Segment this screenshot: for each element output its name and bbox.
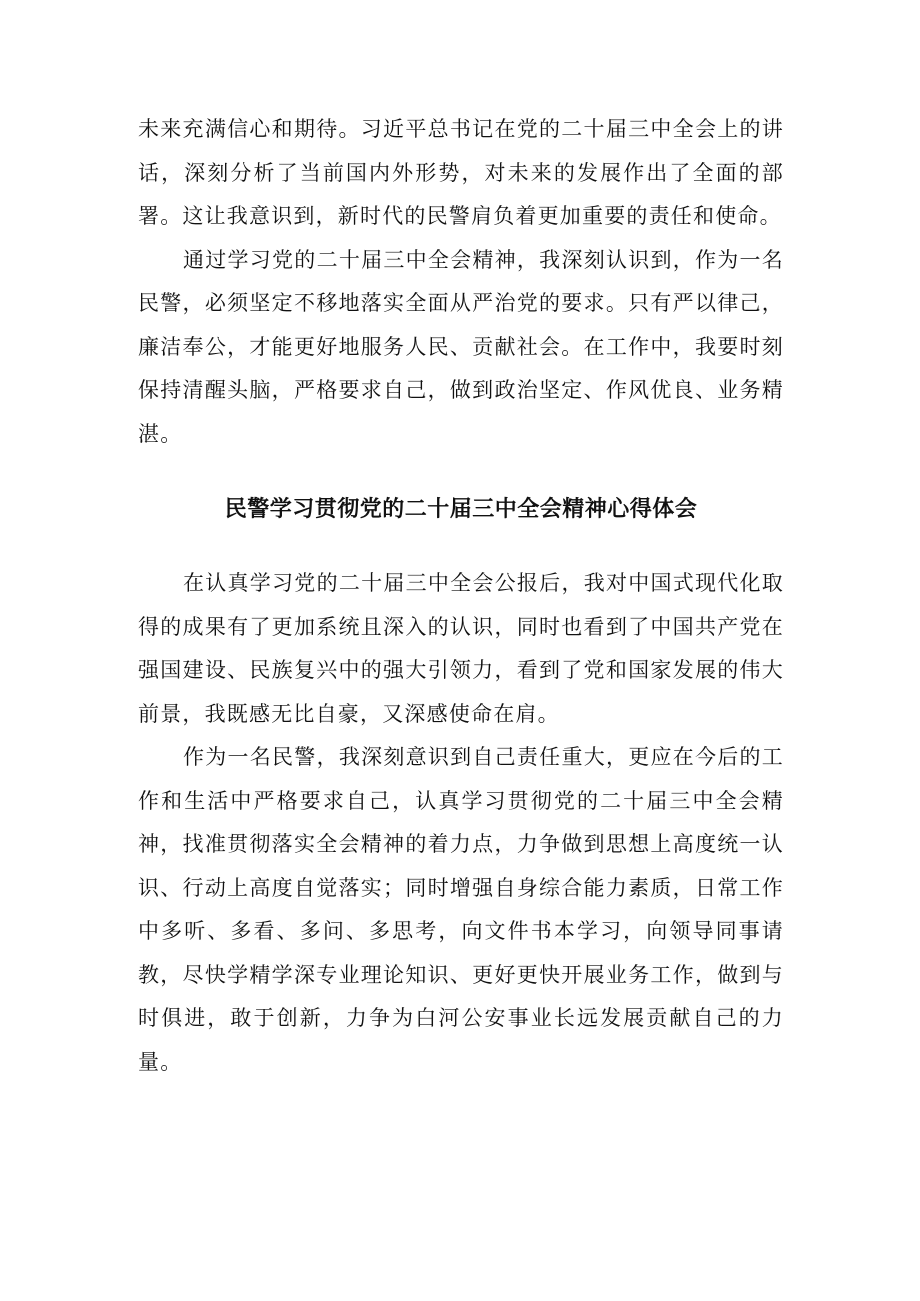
previous-article-paragraph-1: 未来充满信心和期待。习近平总书记在党的二十届三中全会上的讲话，深刻分析了当前国内外形势，对未来的发展作出了全面的部署。这让我意识到，新时代的民警肩负着更加重要的责任和使命。 bbox=[138, 117, 784, 228]
article-paragraph-2: 作为一名民警，我深刻意识到自己责任重大，更应在今后的工作和生活中严格要求自己，认真学习贯彻党的二十届三中全会精神，找准贯彻落实全会精神的着力点，力争做到思想上高度统一认识、行动上高度自觉落实；同时增强自身综合能力素质，日常工作中多听、多看、多问、多思考，向文件书本学习，向领导同事请教，尽快学精学深专业理论知识、更好更快开展业务工作，做到与时俱进，敢于创新，力争为白河公安事业长远发展贡献自己的力量。 bbox=[138, 745, 784, 1074]
article-paragraph-1: 在认真学习党的二十届三中全会公报后，我对中国式现代化取得的成果有了更加系统且深入的认识，同时也看到了中国共产党在强国建设、民族复兴中的强大引领力，看到了党和国家发展的伟大前景，我既感无比自豪，又深感使命在肩。 bbox=[138, 571, 784, 726]
document-page bbox=[138, 108, 784, 1084]
previous-article-paragraph-2: 通过学习党的二十届三中全会精神，我深刻认识到，作为一名民警，必须坚定不移地落实全面从严治党的要求。只有严以律己，廉洁奉公，才能更好地服务人民、贡献社会。在工作中，我要时刻保持清醒头脑，严格要求自己，做到政治坚定、作风优良、业务精湛。 bbox=[138, 247, 784, 446]
article-title: 民警学习贯彻党的二十届三中全会精神心得体会 bbox=[224, 497, 698, 522]
